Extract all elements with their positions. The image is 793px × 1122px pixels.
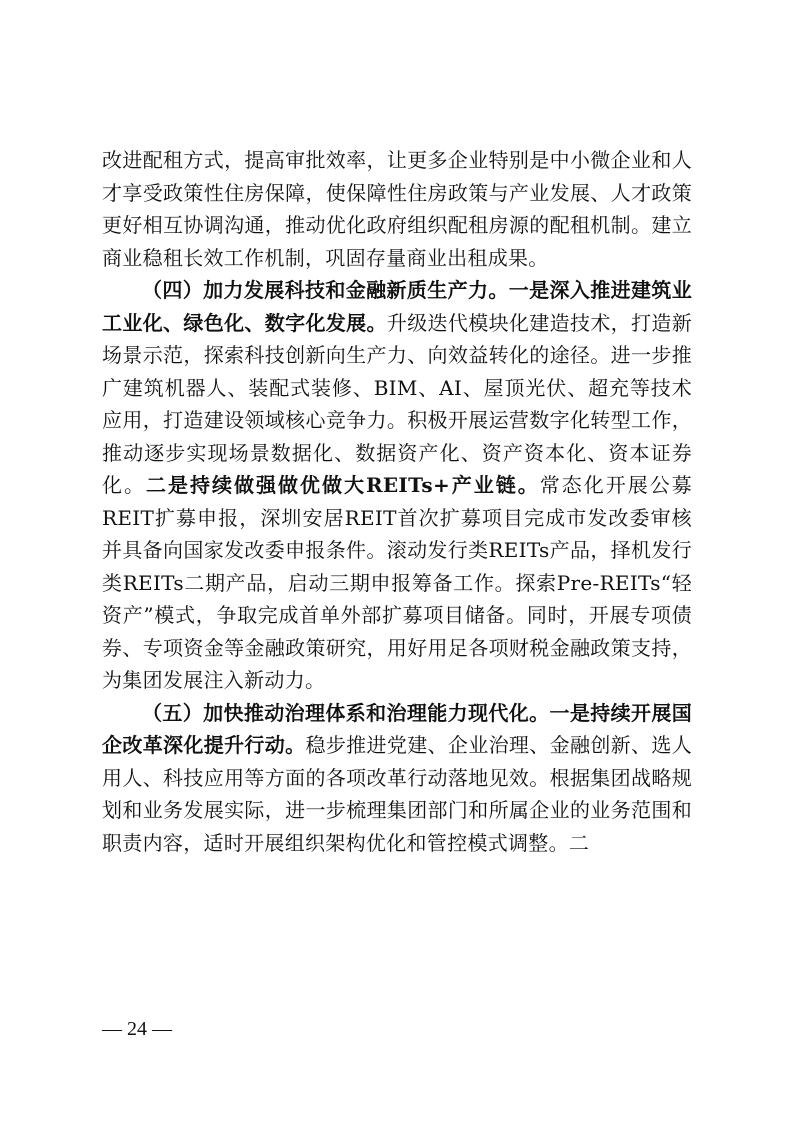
section-5-heading: （五）加快推动治理体系和治理能力现代化。一是持续开展国企改革深化提升行动。 xyxy=(102,700,692,757)
paragraph-1 xyxy=(102,144,692,274)
section-4-text-1: 升级迭代模块化建造技术，打造新场景示范，探索科技创新向生产力、向效益转化的途径。进一步推广建筑机器人、装配式装修、BIM、AI、屋顶光伏、超充等技术应用，打造建设领域核心竞争力。积极开展运营数字化转型工作，推动逐步实现场景数据化、数据资产化、资产资本化、资本证券化。 xyxy=(102,310,693,497)
document-body xyxy=(102,144,692,859)
section-4-heading: （四）加力发展科技和金融新质生产力。一是深入推进建筑业工业化、绿色化、数字化发展。 xyxy=(102,278,692,335)
paragraph-1-text: 改进配租方式，提高审批效率，让更多企业特别是中小微企业和人才享受政策性住房保障，使保障性住房政策与产业发展、人才政策更好相互协调沟通，推动优化政府组织配租房源的配租机制。建立商业稳租长效工作机制，巩固存量商业出租成果。 xyxy=(102,148,692,270)
section-4-text-2: 常态化开展公募REIT扩募申报，深圳安居REIT首次扩募项目完成市发改委审核并具备向国家发改委申报条件。滚动发行类REITs产品，择机发行类REITs二期产品，启动三期申报筹备工作。探索Pre-REITs“轻资产”模式，争取完成首单外部扩募项目储备。同时，开展专项债券、专项资金等金融政策研究，用好用足各项财税金融政策支持，为集团发展注入新动力。 xyxy=(102,473,692,692)
paragraph-2 xyxy=(102,274,692,697)
section-5-text-1: 稳步推进党建、企业治理、金融创新、选人用人、科技应用等方面的各项改革行动落地见效。根据集团战略规划和业务发展实际，进一步梳理集团部门和所属企业的业务范围和职责内容，适时开展组织架构优化和管控模式调整。二 xyxy=(102,733,693,855)
page-number: — 24 — xyxy=(102,1018,172,1040)
paragraph-3 xyxy=(102,697,692,860)
section-4-subheading-2: 二是持续做强做优做大REITs+产业链。 xyxy=(146,473,540,497)
